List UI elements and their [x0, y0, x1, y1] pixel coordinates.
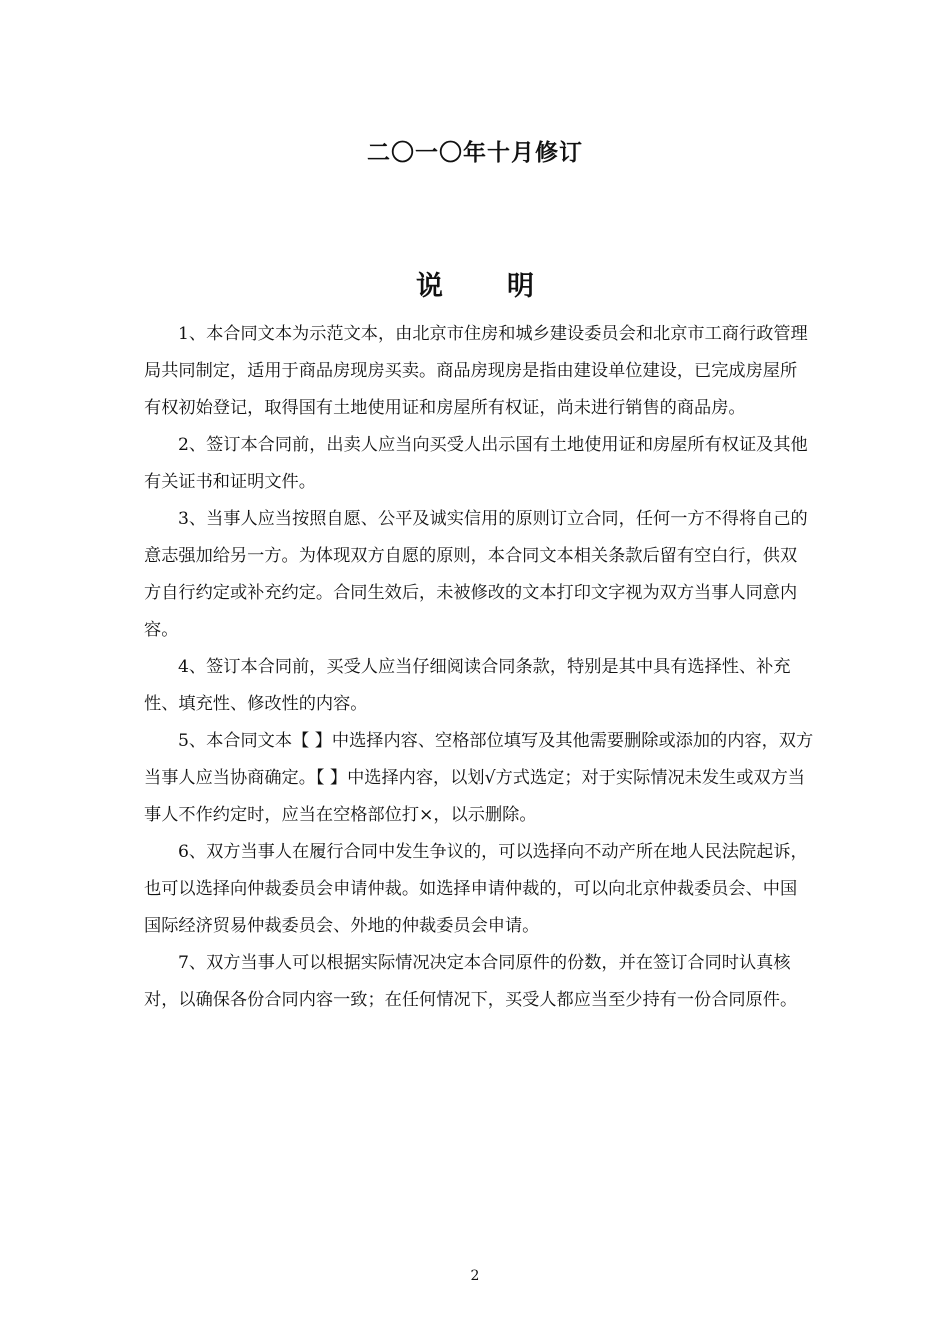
paragraph-2: 2、签订本合同前，出卖人应当向买受人出示国有土地使用证和房屋所有权证及其他有关证书和证明文件。	[144, 435, 808, 492]
instructions-body	[144, 316, 814, 1019]
paragraph-5: 5、本合同文本【 】中选择内容、空格部位填写及其他需要删除或添加的内容，双方当事人应当协商确定。【 】中选择内容，以划√方式选定；对于实际情况未发生或双方当事人不作约定时，应当在空格部位打×，以示删除。	[144, 731, 814, 825]
revision-date-line: 二〇一〇年十月修订	[367, 139, 583, 166]
section-heading	[0, 264, 950, 303]
heading-char-1: 说	[416, 271, 443, 302]
paragraph-3: 3、当事人应当按照自愿、公平及诚实信用的原则订立合同，任何一方不得将自己的意志强加给另一方。为体现双方自愿的原则，本合同文本相关条款后留有空白行，供双方自行约定或补充约定。合同生效后，未被修改的文本打印文字视为双方当事人同意内容。	[144, 509, 808, 640]
heading-char-2: 明	[507, 271, 534, 302]
page-number: 2	[470, 1268, 480, 1284]
paragraph-6: 6、双方当事人在履行合同中发生争议的，可以选择向不动产所在地人民法院起诉，也可以选择向仲裁委员会申请仲裁。如选择申请仲裁的，可以向北京仲裁委员会、中国国际经济贸易仲裁委员会、外地的仲裁委员会申请。	[144, 842, 808, 936]
paragraph-7: 7、双方当事人可以根据实际情况决定本合同原件的份数，并在签订合同时认真核对，以确保各份合同内容一致；在任何情况下，买受人都应当至少持有一份合同原件。	[144, 953, 798, 1010]
paragraph-4: 4、签订本合同前，买受人应当仔细阅读合同条款，特别是其中具有选择性、补充性、填充性、修改性的内容。	[144, 657, 791, 714]
paragraph-1: 1、本合同文本为示范文本，由北京市住房和城乡建设委员会和北京市工商行政管理局共同制定，适用于商品房现房买卖。商品房现房是指由建设单位建设，已完成房屋所有权初始登记，取得国有土地使用证和房屋所有权证，尚未进行销售的商品房。	[144, 324, 808, 418]
